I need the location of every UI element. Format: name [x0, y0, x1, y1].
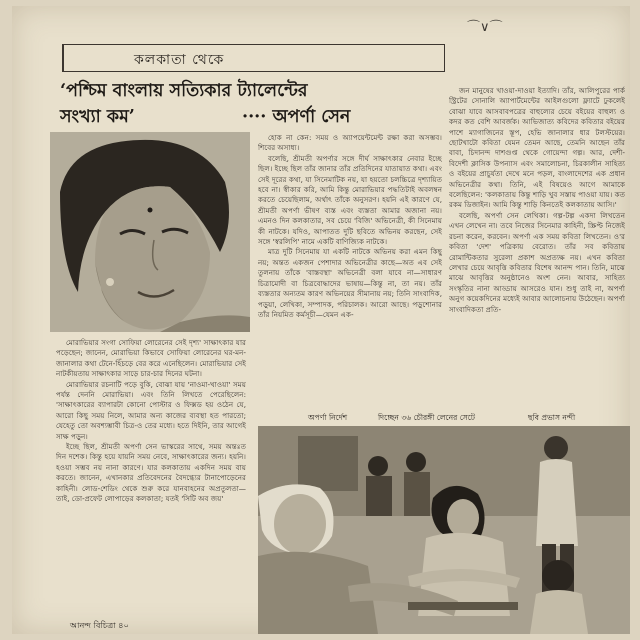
caption-right: ছবি প্রভাস নন্দী — [528, 413, 576, 422]
magazine-page — [12, 6, 630, 634]
film-set-illustration — [258, 426, 630, 634]
headline-line-1: ‘পশ্চিম বাংলায় সত্যিকার ট্যালেন্টের — [60, 81, 308, 101]
bird-ornament-icon: ⌒∨⌒ — [467, 20, 503, 35]
middle-column — [258, 133, 442, 403]
headline-line-2: সংখ্যা কম’ — [60, 107, 135, 127]
middle-paragraph-2: বলেছি, শ্রীমতী অপর্ণার সঙ্গে দীর্ঘ সাক্ষাৎকার নেবার ইচ্ছে ছিল। ইচ্ছে ছিল তাঁর জানার তাঁর প্রতিদিনের যাতায়াত কথা। এবং সেই দূরের কথা, যা সিনেমাটিক নয়, যা হয়তো চলচ্চিত্রে দৃশ্যায়িত হবে না। স্বীকার করি, আমি কিন্তু মোরাভিয়ার পদ্ধতিটাই অবলম্বন করতে চেয়েছিলাম, অর্থাৎ তাঁকে অনুসরণ। হয়নি এই কারণে যে, শ্রীমতী অপর্ণা ভীষণ ব্যস্ত এবং ব্যস্ততা আমার অজানা নয়। এমনও দিন কলকাতার, সব চেয়ে 'বিজি' অভিনেত্রী, কী সিনেমায় কী নাটকে। যদিও, আপাতত দুটি ছবিতে অভিনয় করছেন, সেই সঙ্গে 'স্বরলিপি' নামে একটি বাণিজ্যিক নাটকে। — [258, 153, 442, 247]
right-paragraph-1: জন মানুষের খাওয়া-দাওয়া ইত্যাদি। তাঁর, আলিপুরের পার্ক স্ট্রিটের সোনালি অ্যাপার্টমেন্টের আইলগুলো ফ্ল্যাটে ঢুকলেই বোঝা যাবে আসবাবপত্রের বাহুল্যের চেয়ে বইয়ের বাহুল্য ও কদর কত বেশি আবর্জক। আভিজাত্য কবিদের কবিতার বইয়ের পাশে ম্যাগাজিনের স্তূপ, হেভি জানালার ধার টলস্টয়ের। ছোটখাটো কবিতা যেমন তেমন আছে, তেমনি আছেন তাঁর বাবা, চিদানন্দ দাশগুপ্ত থেকে গোয়েন্দা গল্প। আর, দেশী-বিদেশী ক্লাসিক উপন্যাস এবং সমালোচনা, চিরকালীন সাহিত্য ও বইয়ের প্রাচুর্যতা দেখে মনে পড়ল, বাংলাদেশের এক প্রধান অভিনেত্রীর কথা। তিনি, এই বিষয়েও আগে আমাকে বলেছিলেন: 'কলকাতায় কিন্তু শাড়ি খুব সস্তায় পাওয়া যায়। কত রকম ডিজাইন। আমি কিন্তু শাড়ি কিনতেই কলকাতায় আসি।' — [449, 86, 625, 210]
headline-byline: ···· অপর্ণা সেন — [242, 107, 351, 127]
middle-paragraph-3: মাত্র দুটি সিনেমায় যা একটি নাটকে অভিনয় করা এমন কিছু নয়; অন্তত একজন পেশাদার অভিনেত্রীর কাছে—অত এব সেই তুলনায় তাঁকে 'বাস্তবস্থা' অভিনেত্রী বলা যাবে না—সাধারণ চিত্রামোদী বা চিত্রবোদ্ধাদের ভাষায়—কিন্তু না, তা নয়। তাঁর ব্যস্ততার অন্যতম কারণ অভিনয়ের সীমানায় নয়; তিনি সাংবাদিক, পড়ুয়া, লেখিকা, সম্পাদক, পরিচালক। আরো আছে। পড়ুশোনার তাঁর নিয়মিত কর্মসূচী—যেমন এক- — [258, 247, 442, 319]
portrait-illustration — [50, 132, 250, 332]
right-column — [449, 86, 625, 406]
left-paragraph-1: মোরাভিয়ার সংগা সোফিয়া লোরেনের সেই দৃশ্য' সাক্ষাৎকার যার পড়েছেন; জানেন, মোরাভিয়া কিভাবে সোফিয়া লোরেনের ঘর-মন-জানালার কথা টেনে-হিঁচড়ে বের করে এনেছিলেন। মোরাভিয়ার সেই নাটকীয়তায় সাক্ষাৎকার সাড়ে চার-চার দিনের ঘটনা। — [56, 338, 246, 379]
left-paragraph-3: ইচ্ছে ছিল, শ্রীমতী অপর্ণা সেন ভাস্করের সাথে, সময় অন্তঃত দিন দশেক। কিন্তু হয়ে যায়নি সময় নেবে, সাক্ষাৎকারের জন্য। হয়নি। হওয়া সম্ভব নয় নানা কারণে। যার কলকাতায় একদিন সময় বায় করতে। জানেন, এখানকার প্রতিবেদনের বৈদগ্ধ্যের টানাপোড়েনের কাহিনী। লোড-শেডিং থেকে শুরু করে যানবাহনের অপ্রতুলতা—তাই, ডো-প্রফেট লোপাড়ের কলকাতা; যতই 'সিটি অব জয়' — [56, 442, 246, 504]
film-set-photo — [258, 426, 630, 634]
caption-middle: দিচ্ছেন ৩৬ চৌরঙ্গী লেনের সেটে — [378, 413, 475, 422]
section-header-box — [62, 44, 445, 72]
section-title: কলকাতা থেকে — [134, 52, 225, 68]
photo-caption — [260, 410, 630, 424]
portrait-photo — [50, 132, 250, 332]
caption-left: অপর্ণা নির্দেশ — [308, 413, 348, 422]
right-paragraph-2: বলেছি, অপর্ণা সেন লেখিকা। গল্প-টল্প একদা লিখতেন এখন লেখেন না। তবে নিজের সিনেমার কাহিনী, স্ক্রিপ্ট নিজেই রচনা করেন, করবেন। অপর্ণা এক সময় কবিতা লিখতেন। ও'র কবিতা 'দেশ' পত্রিকায় বেরোত। তাঁর সব কবিতায় রোমান্টিকতার সুরেলা প্রকাশ অপ্রত্যক্ষ নয়। এখন কবিতা লেখার চেয়ে আবৃত্তি কবিতার বিশেষ আনন্দ পান। তিনি, মাঝে মাঝে আবৃত্তির অনুষ্ঠানেও অংশ নেন। আবার, সাহিত্য সংস্কৃতির নানা আড্ডায় আসরেও যান। শুধু তাই না, অপর্ণা অনুগ কয়েকদিনের মধ্যেই আবার আলোচনায় উঠেছেন। অপর্ণা সাংবাদিকতা প্রতি- — [449, 210, 625, 314]
left-paragraph-2: মোরাভিয়ার রচনাটি পড়ে বুকি, বোঝা যায় 'নাওমা-খাওয়া' সময় পর্যন্ত দেননি মোরাভিয়া। এবং তিনি লিখতে পেরেছিলেন: 'সাক্ষাৎকারের ব্যাপারটা কোনো পোস্টার ও ফিক্সড হয় ওঠেন যে, আরো কিছু সময় নিলে, আমার অন্য কাজের ব্যবস্থা হত পারতো; যেহেতু তো অবশ্যম্ভাবী চিত্র-ও তের মধ্যে। হতে দিইনি, তার আগেই সাক্ষ পড়ুন। — [56, 379, 246, 441]
left-column — [56, 338, 246, 616]
middle-paragraph-1: হোক না কেন: সময় ও অ্যাপয়েন্টমেন্ট রক্ষা করা অসম্ভব। শিবের অসাধ্য। — [258, 133, 442, 153]
page-footer: আনন্দ বিচিত্রা ৪০ — [70, 620, 129, 630]
